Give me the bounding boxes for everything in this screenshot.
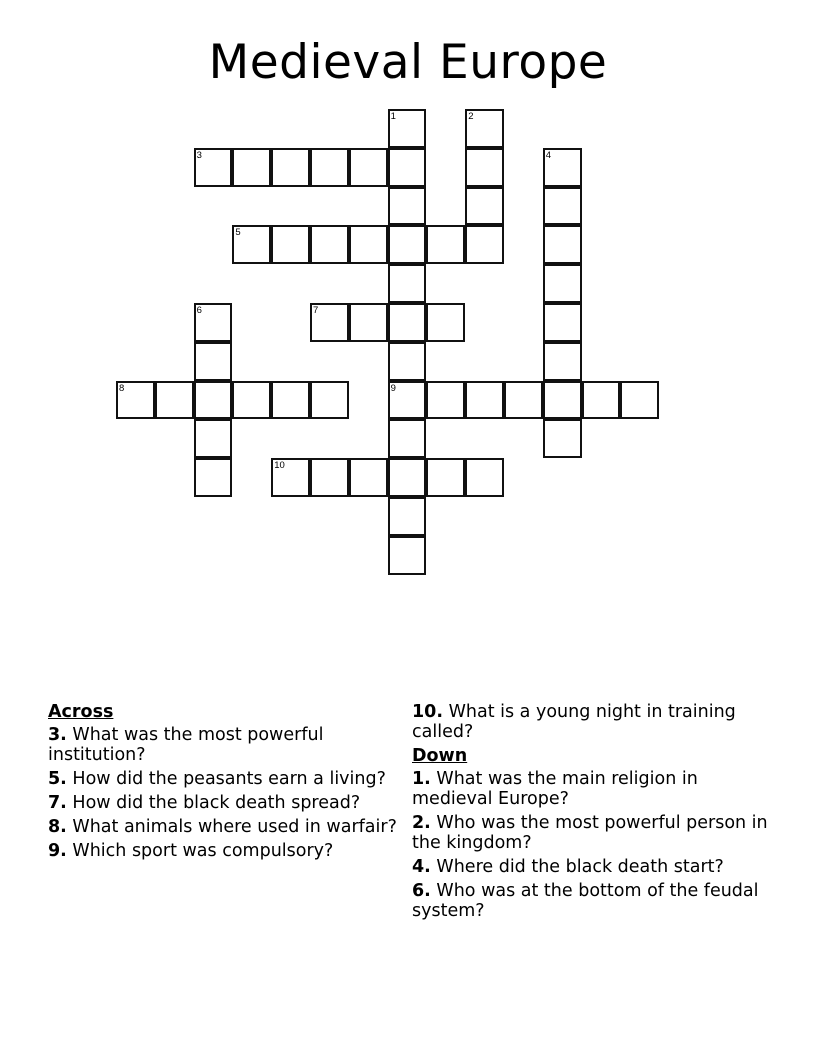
grid-cell[interactable]	[194, 458, 233, 497]
grid-cell[interactable]	[543, 187, 582, 226]
crossword-grid	[117, 110, 661, 576]
grid-cell[interactable]	[194, 303, 233, 342]
clue-down-1	[412, 769, 772, 809]
down-heading: Down	[412, 746, 468, 766]
grid-cell[interactable]	[388, 303, 427, 342]
grid-cell[interactable]	[271, 225, 310, 264]
clue-down-4	[412, 857, 772, 877]
grid-cell[interactable]	[388, 342, 427, 381]
clue-text: Where did the black death start?	[436, 857, 724, 877]
grid-cell[interactable]	[310, 303, 349, 342]
grid-cell[interactable]	[543, 303, 582, 342]
grid-cell[interactable]	[388, 536, 427, 575]
grid-cell[interactable]	[543, 381, 582, 420]
grid-cell[interactable]	[388, 264, 427, 303]
clue-text: Who was the most powerful person in the kingdom?	[412, 813, 768, 853]
grid-cell[interactable]	[155, 381, 194, 420]
grid-cell[interactable]	[504, 381, 543, 420]
grid-cell[interactable]	[543, 342, 582, 381]
grid-cell[interactable]	[388, 148, 427, 187]
clue-text: Who was at the bottom of the feudal system?	[412, 881, 759, 921]
grid-cell[interactable]	[388, 497, 427, 536]
grid-cell[interactable]	[543, 225, 582, 264]
cell-number: 4	[545, 149, 552, 161]
grid-cell[interactable]	[349, 148, 388, 187]
clue-across-10	[412, 702, 772, 742]
grid-cell[interactable]	[349, 458, 388, 497]
grid-cell[interactable]	[543, 148, 582, 187]
grid-cell[interactable]	[543, 419, 582, 458]
grid-cell[interactable]	[310, 225, 349, 264]
grid-cell[interactable]	[349, 225, 388, 264]
clue-across-8	[48, 817, 398, 837]
cell-number: 3	[196, 149, 202, 161]
clue-number: 9.	[48, 841, 67, 861]
grid-cell[interactable]	[388, 458, 427, 497]
clue-number: 6.	[412, 881, 431, 901]
cell-number: 5	[235, 227, 241, 239]
cell-number: 1	[390, 111, 396, 122]
clue-across-5	[48, 769, 398, 789]
grid-cell[interactable]	[465, 148, 504, 187]
clue-text: What was the most powerful institution?	[48, 725, 324, 765]
page-title: Medieval Europe	[208, 35, 608, 90]
grid-cell[interactable]	[271, 381, 310, 420]
clue-number: 5.	[48, 769, 67, 789]
grid-cell[interactable]	[465, 225, 504, 264]
grid-cell[interactable]	[620, 381, 659, 420]
grid-cell[interactable]	[426, 303, 465, 342]
grid-cell[interactable]	[194, 148, 233, 187]
grid-cell[interactable]	[271, 148, 310, 187]
grid-cell[interactable]	[194, 342, 233, 381]
clue-number: 1.	[412, 769, 431, 789]
clue-number: 10.	[412, 702, 444, 722]
grid-cell[interactable]	[543, 264, 582, 303]
grid-cell[interactable]	[194, 419, 233, 458]
grid-cell[interactable]	[465, 381, 504, 420]
clue-down-6	[412, 881, 772, 921]
clues-left-column	[48, 702, 398, 865]
cell-number: 7	[313, 305, 319, 316]
grid-cell[interactable]	[465, 458, 504, 497]
cell-number: 9	[390, 382, 396, 394]
clue-across-9	[48, 841, 398, 861]
grid-cell[interactable]	[310, 148, 349, 187]
clue-text: What is a young night in training called?	[412, 702, 736, 742]
grid-cell[interactable]	[349, 303, 388, 342]
clue-text: What animals where used in warfair?	[72, 817, 397, 837]
grid-cell[interactable]	[310, 458, 349, 497]
clue-number: 3.	[48, 725, 67, 745]
clue-number: 8.	[48, 817, 67, 837]
grid-cell[interactable]	[271, 458, 310, 497]
clue-down-2	[412, 813, 772, 853]
grid-cell[interactable]	[116, 381, 155, 420]
grid-cell[interactable]	[388, 109, 427, 148]
grid-cell[interactable]	[426, 225, 465, 264]
grid-cell[interactable]	[388, 187, 427, 226]
grid-cell[interactable]	[388, 225, 427, 264]
clue-across-7	[48, 793, 398, 813]
clue-text: How did the peasants earn a living?	[72, 769, 386, 789]
grid-cell[interactable]	[465, 109, 504, 148]
cell-number: 6	[196, 305, 202, 316]
clue-text: Which sport was compulsory?	[72, 841, 334, 861]
grid-cell[interactable]	[232, 148, 271, 187]
grid-cell[interactable]	[388, 381, 427, 420]
clue-number: 2.	[412, 813, 431, 833]
clue-across-3	[48, 725, 398, 765]
grid-cell[interactable]	[388, 419, 427, 458]
clue-text: How did the black death spread?	[72, 793, 361, 813]
grid-cell[interactable]	[582, 381, 621, 420]
cell-number: 10	[274, 460, 285, 472]
cell-number: 8	[119, 382, 125, 394]
cell-number: 2	[468, 111, 474, 122]
across-heading: Across	[48, 702, 114, 722]
grid-cell[interactable]	[310, 381, 349, 420]
grid-cell[interactable]	[232, 381, 271, 420]
clue-text: What was the main religion in medieval Europe?	[412, 769, 698, 809]
clue-number: 7.	[48, 793, 67, 813]
grid-cell[interactable]	[232, 225, 271, 264]
grid-cell[interactable]	[465, 187, 504, 226]
grid-cell[interactable]	[194, 381, 233, 420]
clue-number: 4.	[412, 857, 431, 877]
grid-cell[interactable]	[426, 458, 465, 497]
clues-right-column	[412, 702, 772, 925]
grid-cell[interactable]	[426, 381, 465, 420]
